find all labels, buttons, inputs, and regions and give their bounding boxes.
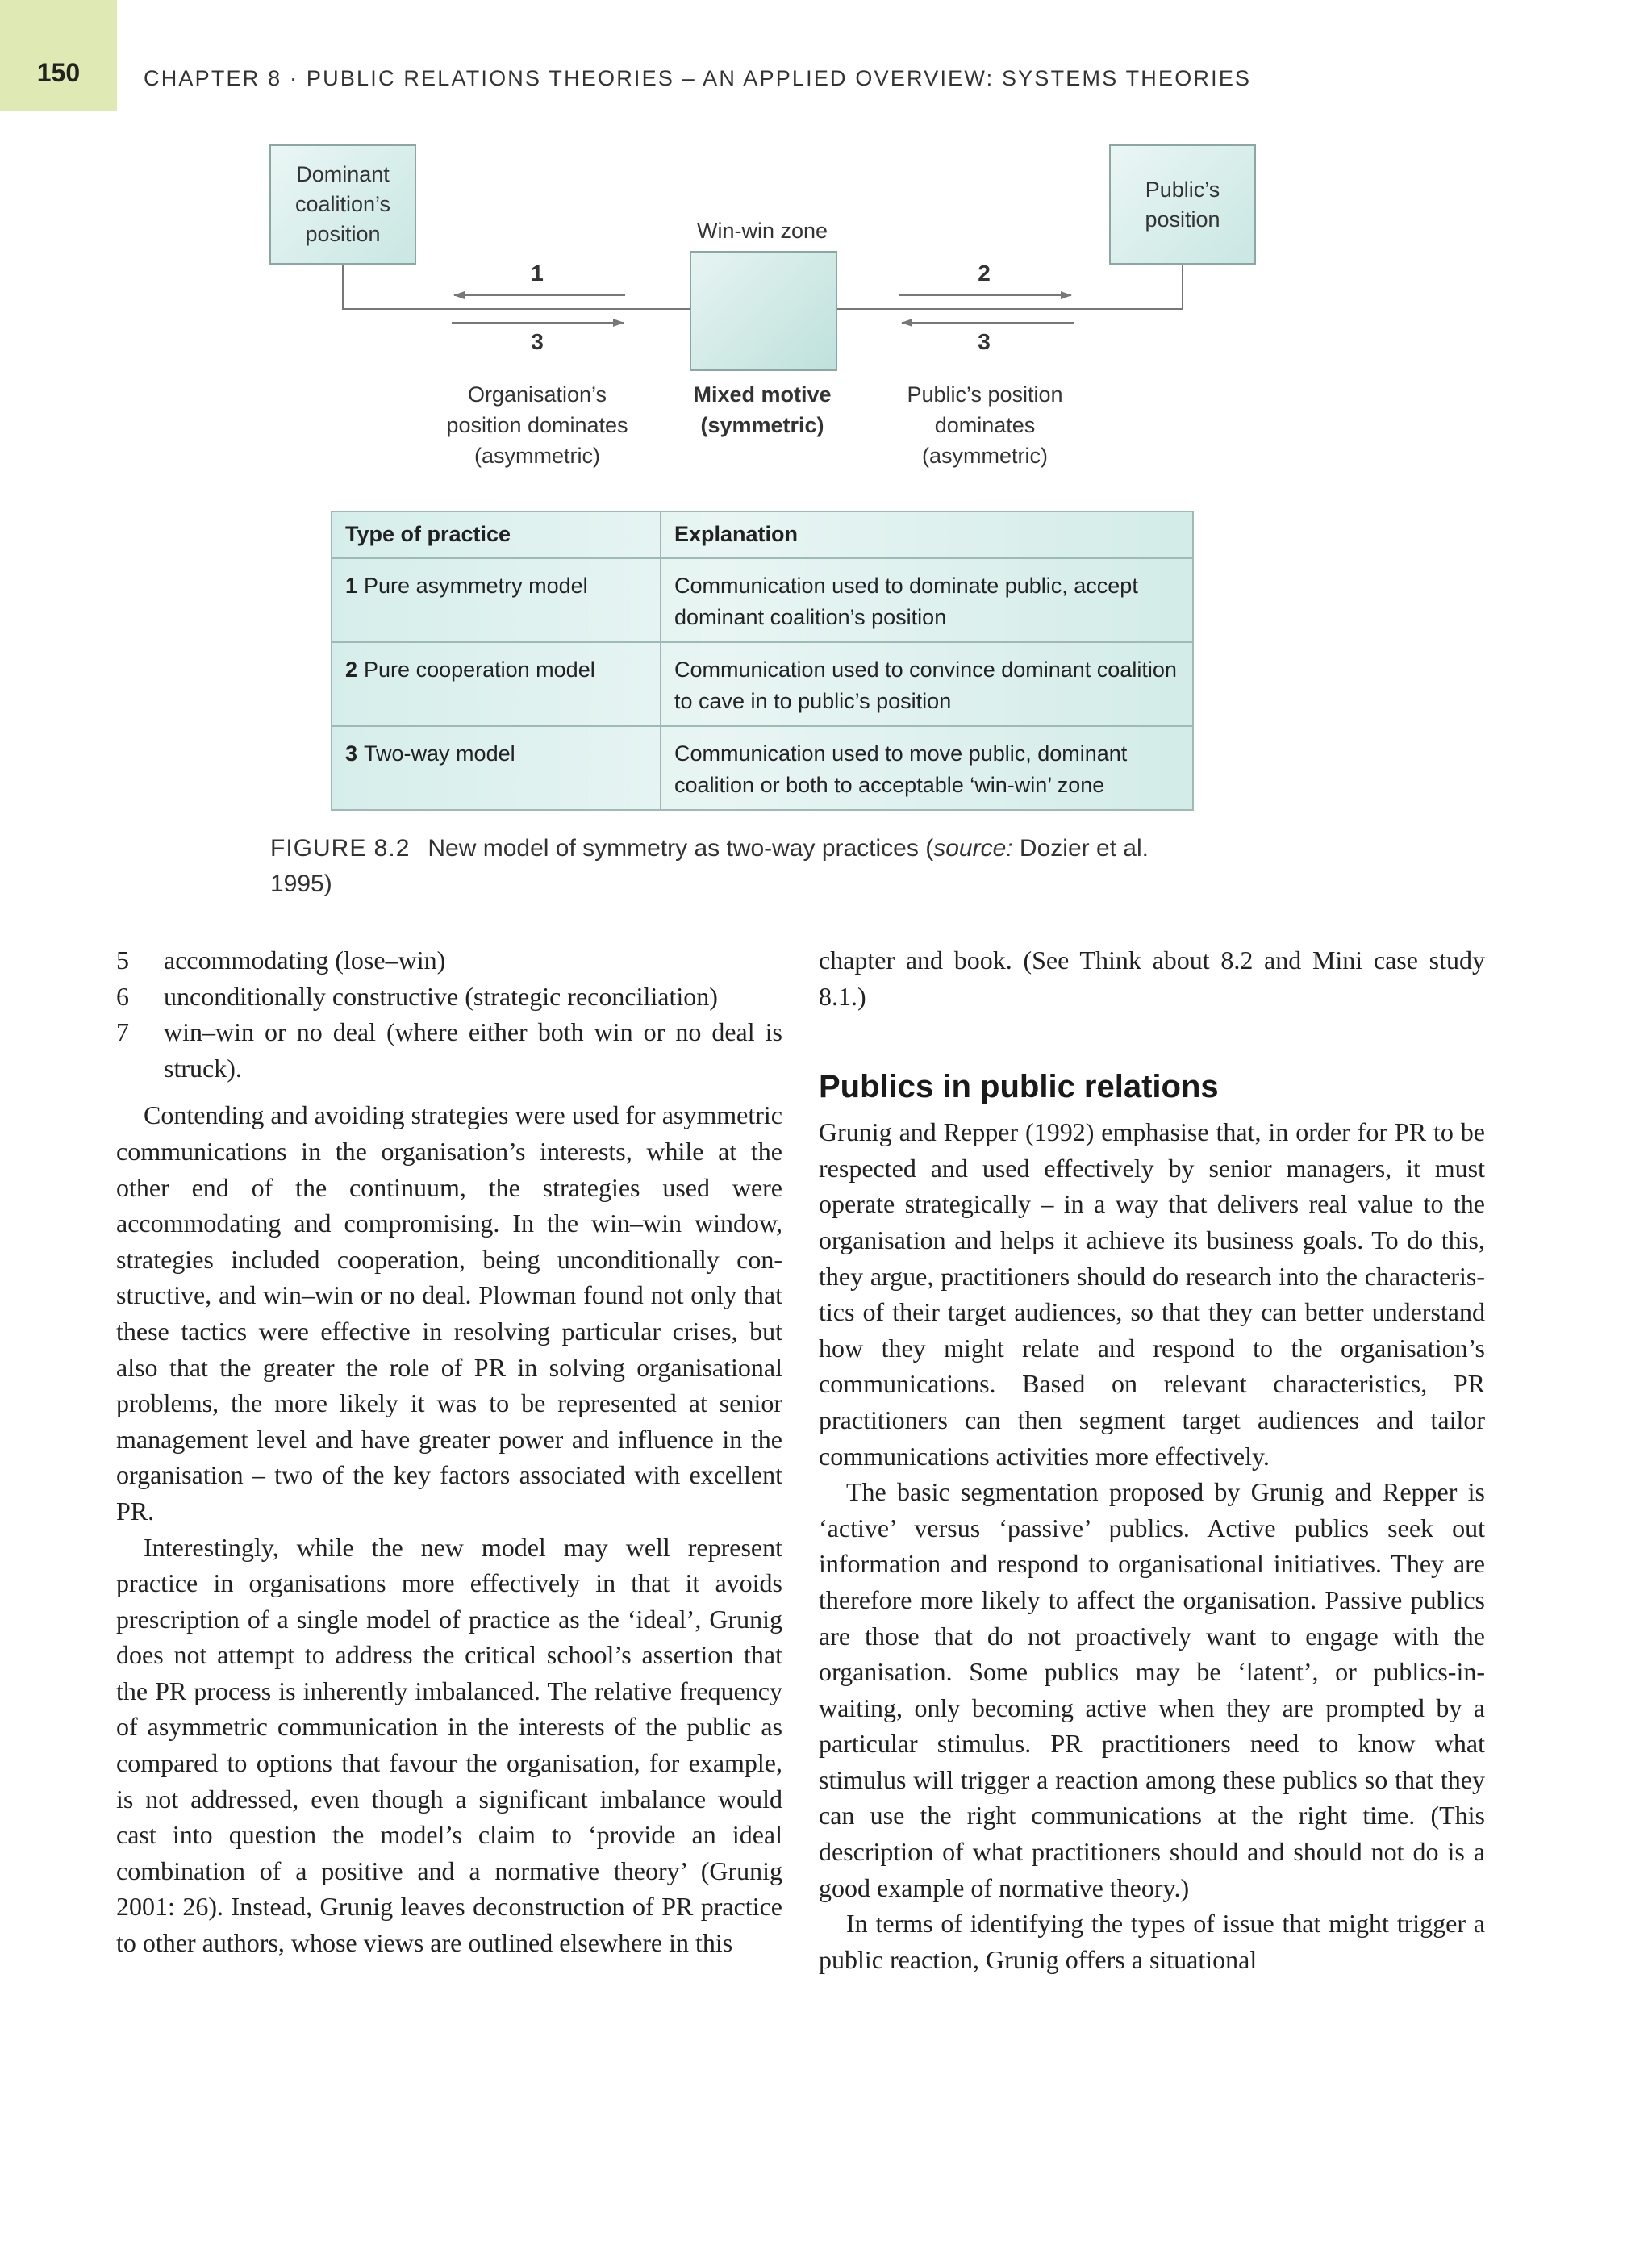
paragraph: Interestingly, while the new model may well represent practice in organisations more effectively in that it avoids prescription of a single model of practice as the ‘ideal’, Grunig does not attempt to address the critical school’s assertion that the PR process is inherently imbalanced. The relative frequency of asymmetric communication in the interests of the public as compared to options that favour the organisation, for example, is not addressed, even though a significant imbalance would cast into question the model’s claim to ‘provide an ideal combination of a positive and a normative theory’ (Grunig 2001: 26). Instead, Grunig leaves deconstruction of PR practice to other authors, whose views are outlined elsewhere in this (116, 1532, 782, 1958)
arrow-number: 2 (978, 261, 991, 286)
table-header-row (332, 511, 1193, 558)
arrow-number: 1 (531, 261, 544, 286)
row-number: 3 (345, 741, 358, 766)
paragraph-continuation: chapter and book. (See Think about 8.2 and Mini case study 8.1.) (819, 946, 1485, 1011)
caption-source: source: (933, 835, 1013, 862)
organisation-dominates-label: Organisation’s position dominates (asymmetric) (446, 382, 628, 468)
arrow-number: 3 (531, 329, 544, 354)
public-dominates-label: Public’s position dominates (asymmetric) (907, 382, 1063, 468)
list-item (116, 1014, 782, 1086)
table-cell-explanation: Communication used to convince dominant coalition to cave in to public’s position (661, 642, 1193, 726)
arrow-number: 3 (978, 329, 991, 354)
table-row (332, 726, 1193, 810)
table-cell-explanation: Communication used to dominate public, accept dominant coalition’s position (661, 558, 1193, 642)
table-row (332, 642, 1193, 726)
practice-type: Pure cooperation model (364, 657, 595, 682)
table-header: Type of practice (332, 511, 661, 558)
caption-text: New model of symmetry as two-way practices ( (428, 835, 934, 862)
left-column (116, 942, 782, 1961)
list-number: 5 (116, 946, 129, 975)
list-text: unconditionally constructive (strategic reconciliation) (164, 981, 718, 1011)
figure-id: FIGURE 8.2 (270, 835, 411, 862)
practice-type: Two-way model (364, 741, 515, 766)
table-row (332, 558, 1193, 642)
paragraph: The basic segmentation proposed by Grunig and Repper is ‘active’ versus ‘passive’ publics. Active publics seek out information and respond to organisational initiatives. They are therefore more likely to affect the organisation. Passive publics are those that do not proactively want to engage with the organisation. Some publics may be ‘latent’, or publics-in-waiting, only becoming active when they are prompted by a particular stimulus. PR practitioners need to know what stimulus will trigger a reaction among these publics so that they can use the right communications at the right time. (This description of what practitioners should and should not do is a good example of normative theory.) (819, 1477, 1485, 1902)
dominant-coalition-box: Dominant coalition’s position (269, 144, 416, 265)
publics-position-box: Public’s position (1109, 144, 1256, 265)
right-column (819, 942, 1485, 1977)
list-number: 7 (116, 1017, 129, 1047)
table-cell-type (332, 558, 661, 642)
list-text: accommodating (lose–win) (164, 946, 446, 975)
list-text: win–win or no deal (where either both win or no deal is struck). (164, 1017, 782, 1083)
mixed-motive-label: Mixed motive (symmetric) (693, 382, 832, 437)
paragraph: Grunig and Repper (1992) emphasise that, in order for PR to be respected and used effectively by senior managers, it must operate strategically – in a way that delivers real value to the organisation and helps it achieve its business goals. To do this, they argue, practitioners should do research into the characteristics of their target audiences, so that they can better understand how they might relate and respond to the organisation’s communications. Based on relevant characteristics, PR practitioners can then segment target audiences and tailor communications activities more effectively. (819, 1117, 1485, 1471)
figure-8-2 (0, 0, 1652, 912)
row-number: 2 (345, 657, 358, 682)
figure-caption (270, 831, 1182, 901)
running-head: CHAPTER 8 · PUBLIC RELATIONS THEORIES – AN APPLIED OVERVIEW: SYSTEMS THEORIES (144, 66, 1252, 90)
win-win-zone-label: Win-win zone (696, 219, 828, 243)
paragraph: In terms of identifying the types of issue that might trigger a public reaction, Grunig offers a situational (819, 1909, 1485, 1974)
practice-type: Pure asymmetry model (364, 574, 588, 598)
win-win-zone-box (690, 251, 837, 371)
caption-text: Dozier et al. 1995) (270, 835, 1149, 897)
list-item (116, 942, 782, 979)
section-heading: Publics in public relations (819, 1069, 1219, 1105)
table-cell-explanation: Communication used to move public, dominant coalition or both to acceptable ‘win-win’ zone (661, 726, 1193, 810)
practice-table (331, 511, 1194, 811)
table-header: Explanation (661, 511, 1193, 558)
table-cell-type (332, 726, 661, 810)
list-number: 6 (116, 981, 129, 1011)
row-number: 1 (345, 574, 358, 598)
page-number: 150 (36, 58, 81, 87)
paragraph: Contending and avoiding strategies were used for asymmetric communications in the organisation’s interests, while at the other end of the continuum, the strategies used were accommodating and compromising. In the win–win window, strategies included cooperation, being unconditionally constructive, and win–win or no deal. Plowman found not only that these tactics were effective in resolving particular crises, but also that the greater the role of PR in solving organisational problems, the more likely it was to be represented at senior management level and have greater power and influence in the organisation – two of the key factors associated with excellent PR. (116, 1100, 782, 1526)
table-cell-type (332, 642, 661, 726)
list-item (116, 979, 782, 1015)
